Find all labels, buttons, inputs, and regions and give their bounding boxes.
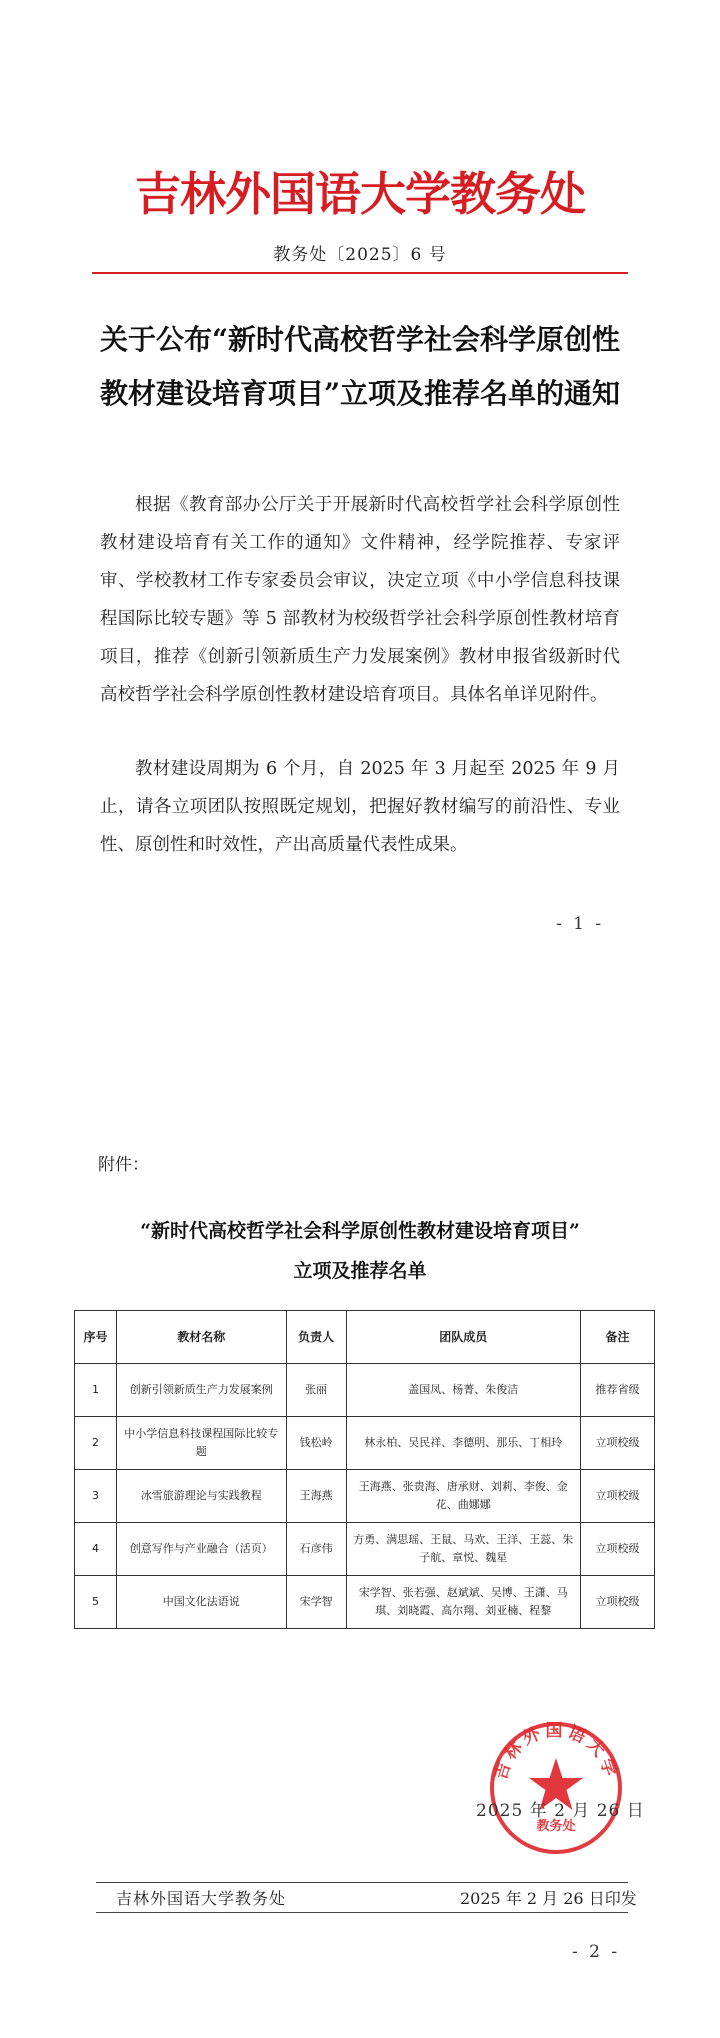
- attachment-label: 附件：: [98, 1155, 149, 1175]
- row-name: 冰雪旅游理论与实践教程: [116, 1470, 286, 1523]
- row-no: 4: [75, 1523, 117, 1576]
- header-members: 团队成员: [346, 1311, 581, 1364]
- footer-issuer: 吉林外国语大学教务处: [116, 1889, 287, 1908]
- seal-center-text: 教务处: [536, 1819, 576, 1834]
- row-no: 2: [75, 1417, 117, 1470]
- header-note: 备注: [581, 1311, 655, 1364]
- red-divider: [92, 272, 628, 274]
- notice-title-line1: 关于公布“新时代高校哲学社会科学原创性: [99, 323, 621, 356]
- row-note: 推荐省级: [581, 1364, 655, 1417]
- row-leader: 宋学智: [286, 1576, 346, 1629]
- signature-date: 2025 年 2 月 26 日: [476, 1801, 645, 1821]
- notice-paragraph-1: 根据《教育部办公厅关于开展新时代高校哲学社会科学原创性教材建设培育有关工作的通知》文件精神，经学院推荐、专家评审、学校教材工作专家委员会审议，决定立项《中小学信息科技课程国际比较专题》等 5 部教材为校级哲学社会科学原创性教材培育项目，推荐《创新引领新质生产力发展案例》教材申报省级新时代高校哲学社会科学原创性教材建设培育项目。具体名单详见附件。: [100, 495, 620, 705]
- footer-print-date: 2025 年 2 月 26 日印发: [460, 1889, 637, 1908]
- row-note: 立项校级: [581, 1470, 655, 1523]
- footer-rule-top: [96, 1882, 628, 1883]
- table-header-row: [75, 1311, 655, 1364]
- row-members: 王海燕、张贵海、唐承财、刘莉、李俊、金花、曲娜娜: [346, 1470, 581, 1523]
- footer-rule-bottom: [96, 1912, 628, 1913]
- official-seal-icon: [486, 1718, 626, 1858]
- row-name: 创意写作与产业融合（活页）: [116, 1523, 286, 1576]
- table-row: [75, 1470, 655, 1523]
- project-list-table: [74, 1310, 655, 1629]
- row-name: 中国文化法语说: [116, 1576, 286, 1629]
- org-title: 吉林外国语大学教务处: [135, 167, 585, 221]
- table-row: [75, 1576, 655, 1629]
- row-leader: 石彦伟: [286, 1523, 346, 1576]
- table-row: [75, 1364, 655, 1417]
- row-no: 1: [75, 1364, 117, 1417]
- header-name: 教材名称: [116, 1311, 286, 1364]
- row-note: 立项校级: [581, 1576, 655, 1629]
- row-members: 林永柏、吴民祥、李德明、那乐、丁相玲: [346, 1417, 581, 1470]
- attachment-title-line1: “新时代高校哲学社会科学原创性教材建设培育项目”: [140, 1220, 580, 1242]
- page-number-1: - 1 -: [556, 914, 605, 934]
- row-no: 3: [75, 1470, 117, 1523]
- row-name: 中小学信息科技课程国际比较专题: [116, 1417, 286, 1470]
- document-number: 教务处〔2025〕6 号: [273, 245, 447, 265]
- row-members: 盖国凤、杨菁、朱俊洁: [346, 1364, 581, 1417]
- attachment-title-line2: 立项及推荐名单: [293, 1260, 427, 1282]
- table-row: [75, 1523, 655, 1576]
- row-leader: 钱松岭: [286, 1417, 346, 1470]
- page-number-2: - 2 -: [572, 1942, 621, 1962]
- row-leader: 王海燕: [286, 1470, 346, 1523]
- notice-title-line2: 教材建设培育项目”立项及推荐名单的通知: [99, 377, 621, 410]
- row-name: 创新引领新质生产力发展案例: [116, 1364, 286, 1417]
- header-no: 序号: [75, 1311, 117, 1364]
- row-members: 宋学智、张若强、赵斌斌、吴博、王潇、马琪、刘晓霞、高尔翔、刘亚楠、程黎: [346, 1576, 581, 1629]
- row-note: 立项校级: [581, 1417, 655, 1470]
- table-row: [75, 1417, 655, 1470]
- header-leader: 负责人: [286, 1311, 346, 1364]
- row-no: 5: [75, 1576, 117, 1629]
- row-members: 方勇、满思瑶、王鼠、马欢、王洋、王蕊、朱子航、章悦、魏星: [346, 1523, 581, 1576]
- row-note: 立项校级: [581, 1523, 655, 1576]
- notice-paragraph-2: 教材建设周期为 6 个月，自 2025 年 3 月起至 2025 年 9 月止，请各立项团队按照既定规划，把握好教材编写的前沿性、专业性、原创性和时效性，产出高质量代表性成果。: [100, 759, 620, 855]
- seal-arc-text: 吉林外国语大学: [490, 1721, 622, 1783]
- row-leader: 张丽: [286, 1364, 346, 1417]
